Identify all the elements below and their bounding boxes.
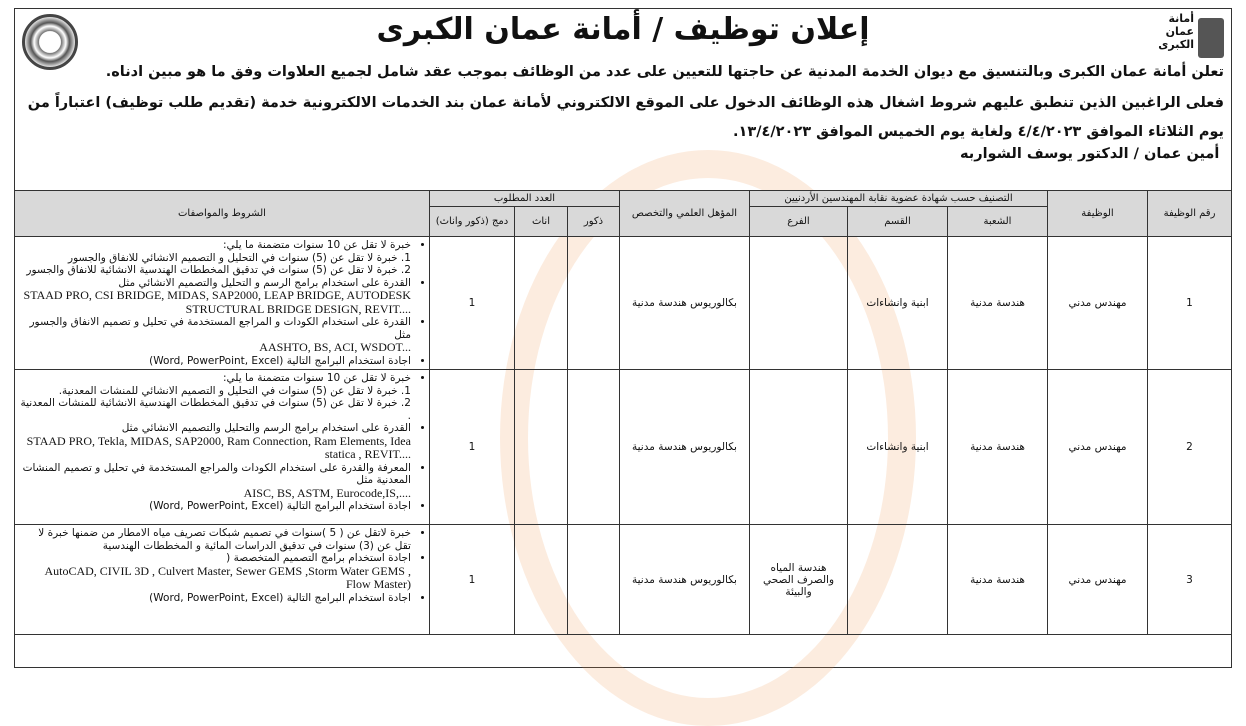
cell-no: 1 xyxy=(1148,237,1232,370)
condition-item: 2. خبرة لا تقل عن (5) سنوات في تدقيق المخططات الهندسية الانشائية للانفاق والجسور xyxy=(26,264,411,276)
condition-item xyxy=(19,527,411,552)
condition-item xyxy=(19,372,411,385)
table-row xyxy=(15,370,1232,525)
condition-item xyxy=(19,239,411,252)
cell-sub xyxy=(749,370,847,525)
condition-item: 1. خبرة لا تقل عن (5) سنوات في التحليل و التصميم الانشائي للمنشات المعدنية. xyxy=(58,384,411,397)
condition-text: اجادة استخدام البرامج التالية (Word, PowerPoint, Excel) xyxy=(149,591,411,604)
condition-item xyxy=(19,289,411,316)
condition-item xyxy=(19,341,411,355)
cell-conditions xyxy=(15,370,430,525)
jobs-table xyxy=(14,190,1232,635)
header-job: الوظيفة xyxy=(1048,191,1148,237)
cell-mixed: 1 xyxy=(429,370,514,525)
cell-male xyxy=(567,525,619,635)
condition-text: خبرة لا تقل عن (5) سنوات في تدقيق المخططات الهندسية الانشائية للانفاق والجسور xyxy=(26,264,398,276)
cell-branch: هندسة مدنية xyxy=(948,370,1048,525)
condition-text: القدرة على استخدام الكودات و المراجع المستخدمة في تحليل و تصميم الانفاق والجسور مثل xyxy=(29,316,411,341)
header-female: اناث xyxy=(514,207,567,237)
condition-item: 2. خبرة لا تقل عن (5) سنوات في تدقيق المخططات الهندسية الانشائية للمنشات المعدنية . xyxy=(20,397,411,422)
condition-item xyxy=(19,500,411,513)
condition-item: 1. خبرة لا تقل عن (5) سنوات في التحليل و التصميم الانشائي للانفاق والجسور xyxy=(68,251,411,264)
cell-sub: هندسة المياه والصرف الصحي والبيئة xyxy=(749,525,847,635)
condition-text: خبرة لا تقل عن (5) سنوات في التحليل و التصميم الانشائي للانفاق والجسور xyxy=(68,251,398,264)
header-classification: التصنيف حسب شهادة عضوية نقابة المهندسين الأردنيين xyxy=(749,191,1047,207)
cell-conditions xyxy=(15,525,430,635)
condition-text: خبرة لا تقل عن 10 سنوات متضمنة ما يلي: xyxy=(223,372,411,384)
cell-conditions xyxy=(15,237,430,370)
condition-item xyxy=(19,487,411,501)
condition-text: خبرة لاتقل عن ( 5 )سنوات في تصميم شبكات تصريف مياه الامطار من ضمنها خبرة لا تقل عن (3) سنوات في تدقيق الدراسات المائية و المخططات الهندسية xyxy=(38,527,411,552)
condition-text: القدرة على استخدام برامج الرسم و التحليل والتصميم الانشائي مثل xyxy=(118,276,411,289)
logo-text: أمانة عمان الكبرى xyxy=(1158,12,1194,51)
cell-job: مهندس مدني xyxy=(1048,525,1148,635)
signature: أمين عمان / الدكتور يوسف الشواربه xyxy=(960,146,1220,162)
condition-item xyxy=(19,435,411,462)
cell-female xyxy=(514,237,567,370)
condition-text: AutoCAD, CIVIL 3D , Culvert Master, Sewer GEMS ,Storm Water GEMS , Flow Master) xyxy=(44,563,411,591)
condition-item xyxy=(19,355,411,368)
cell-male xyxy=(567,370,619,525)
condition-text: AISC, BS, ASTM, Eurocode,IS,.... xyxy=(243,485,411,500)
cell-mixed: 1 xyxy=(429,525,514,635)
intro-paragraph: تعلن أمانة عمان الكبرى وبالتنسيق مع ديوان الخدمة المدنية عن حاجتها للتعيين على عدد من الوظائف بموجب عقد شامل لجميع العلاوات وفق ما هو مبين ادناه. xyxy=(105,64,1224,80)
condition-text: خبرة لا تقل عن (5) سنوات في التحليل و التصميم الانشائي للمنشات المعدنية. xyxy=(58,384,398,397)
page-title: إعلان توظيف / أمانة عمان الكبرى xyxy=(376,12,870,47)
apply-paragraph: فعلى الراغبين الذين تنطبق عليهم شروط اشغال هذه الوظائف الدخول على الموقع الالكتروني لأمانة عمان بند الخدمات الالكترونية خدمة (تقديم طلب توظيف) اعتباراً من xyxy=(27,95,1224,111)
cell-female xyxy=(514,525,567,635)
conditions-list xyxy=(19,239,425,367)
header-job-no: رقم الوظيفة xyxy=(1148,191,1232,237)
header-section: القسم xyxy=(848,207,948,237)
condition-text: STAAD PRO, CSI BRIDGE, MIDAS, SAP2000, LEAP BRIDGE, AUTODESK STRUCTURAL BRIDGE DESIGN, REVIT.... xyxy=(23,288,411,316)
condition-item xyxy=(19,462,411,487)
condition-text: المعرفة والقدرة على استخدام الكودات والمراجع المستخدمة في تحليل و تصميم المنشات المعدنية مثل xyxy=(22,461,411,486)
header-qualification: المؤهل العلمي والتخصص xyxy=(619,191,749,237)
condition-text: STAAD PRO, Tekla, MIDAS, SAP2000, Ram Connection, Ram Elements, Idea statica , REVIT.... xyxy=(26,433,411,461)
cell-no: 3 xyxy=(1148,525,1232,635)
cell-sub xyxy=(749,237,847,370)
header-mixed: دمج (ذكور واناث) xyxy=(429,207,514,237)
cell-job: مهندس مدني xyxy=(1048,370,1148,525)
cell-male xyxy=(567,237,619,370)
header-branch: الشعبة xyxy=(948,207,1048,237)
cell-female xyxy=(514,370,567,525)
condition-text: خبرة لا تقل عن 10 سنوات متضمنة ما يلي: xyxy=(223,239,411,251)
condition-item xyxy=(19,316,411,341)
cell-qual: بكالوريوس هندسة مدنية xyxy=(619,525,749,635)
cell-section: ابنية وانشاءات xyxy=(848,370,948,525)
header-male: ذكور xyxy=(567,207,619,237)
date-paragraph: يوم الثلاثاء الموافق ٤/٤/٢٠٢٣ ولغاية يوم الخميس الموافق ١٣/٤/٢٠٢٣. xyxy=(733,124,1224,140)
cell-no: 2 xyxy=(1148,370,1232,525)
header-sub: الفرع xyxy=(749,207,847,237)
cell-mixed: 1 xyxy=(429,237,514,370)
condition-text: اجادة استخدام برامج التصميم المتخصصة ( xyxy=(226,552,411,564)
table-row xyxy=(15,525,1232,635)
condition-text: خبرة لا تقل عن (5) سنوات في تدقيق المخططات الهندسية الانشائية للمنشات المعدنية . xyxy=(20,397,411,422)
conditions-list xyxy=(19,527,425,604)
cell-branch: هندسة مدنية xyxy=(948,525,1048,635)
conditions-list xyxy=(19,372,425,513)
cell-job: مهندس مدني xyxy=(1048,237,1148,370)
header-count: العدد المطلوب xyxy=(429,191,619,207)
cell-branch: هندسة مدنية xyxy=(948,237,1048,370)
condition-item xyxy=(19,592,411,605)
header-conditions: الشروط والمواصفات xyxy=(15,191,430,237)
condition-item xyxy=(19,565,411,592)
cell-section: ابنية وانشاءات xyxy=(848,237,948,370)
table-row xyxy=(15,237,1232,370)
condition-text: القدرة على استخدام برامج الرسم والتحليل والتصميم الانشائي مثل xyxy=(121,422,411,434)
cell-qual: بكالوريوس هندسة مدنية xyxy=(619,370,749,525)
condition-text: اجادة استخدام البرامج التالية (Word, PowerPoint, Excel) xyxy=(149,354,411,367)
condition-text: اجادة استخدام البرامج التالية (Word, PowerPoint, Excel) xyxy=(149,500,411,512)
cell-qual: بكالوريوس هندسة مدنية xyxy=(619,237,749,370)
cell-section xyxy=(848,525,948,635)
condition-text: AASHTO, BS, ACI, WSDOT... xyxy=(259,340,411,354)
